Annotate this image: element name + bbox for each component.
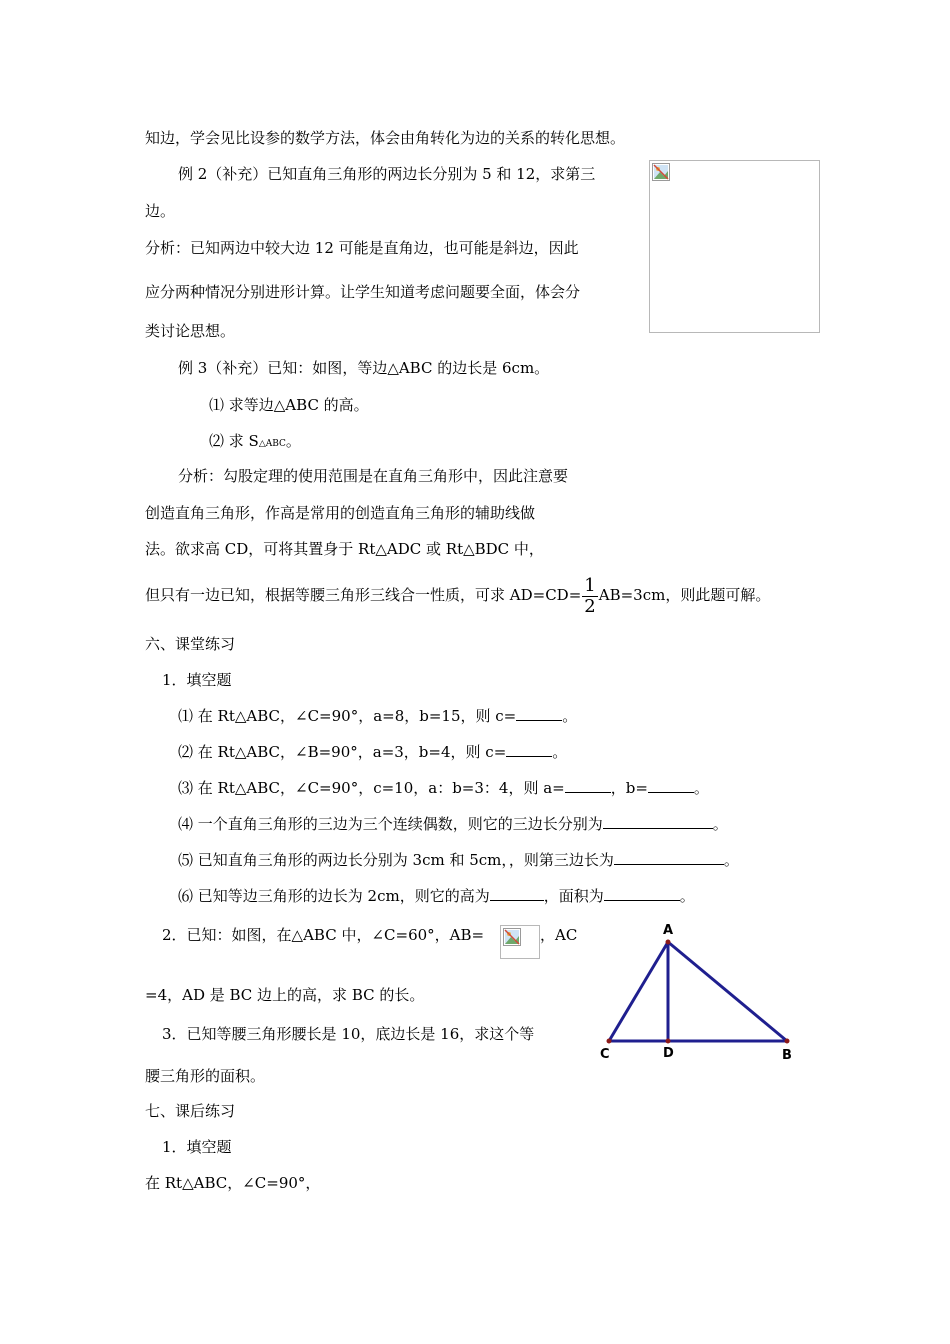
analysis-line: 分析：已知两边中较大边 12 可能是直角边，也可能是斜边，因此 xyxy=(145,239,579,257)
image-placeholder xyxy=(649,160,820,333)
problem-line: 3．已知等腰三角形腰长是 10，底边长是 16，求这个等 xyxy=(162,1025,535,1043)
analysis-line: 创造直角三角形，作高是常用的创造直角三角形的辅助线做 xyxy=(145,504,536,522)
point-b xyxy=(785,1039,790,1044)
fill-item: ⑴ 在 Rt△ABC，∠C=90°，a=8，b=15，则 c= 。 xyxy=(178,707,578,725)
broken-image-icon xyxy=(652,163,670,181)
triangle-figure xyxy=(590,918,805,1066)
example-3-line: 例 3（补充）已知：如图，等边△ABC 的边长是 6cm。 xyxy=(178,359,550,377)
answer-blank xyxy=(648,778,694,793)
answer-blank xyxy=(516,706,562,721)
problem-line: 腰三角形的面积。 xyxy=(145,1067,266,1085)
label-c: C xyxy=(600,1047,610,1062)
question-line: ⑴ 求等边△ABC 的高。 xyxy=(209,396,369,414)
section-heading: 六、课堂练习 xyxy=(145,635,236,653)
fill-item: ⑵ 在 Rt△ABC，∠B=90°，a=3，b=4，则 c= 。 xyxy=(178,743,568,761)
answer-blank xyxy=(604,886,680,901)
section-heading: 七、课后练习 xyxy=(145,1102,236,1120)
label-b: B xyxy=(782,1048,792,1063)
problem-line: ，AC xyxy=(540,926,578,944)
fill-item: ⑹ 已知等边三角形的边长为 2cm，则它的高为 ，面积为 。 xyxy=(178,887,695,905)
subheading: 1．填空题 xyxy=(162,671,232,689)
side-ab xyxy=(668,942,787,1041)
fill-item: ⑷ 一个直角三角形的三边为三个连续偶数，则它的三边长分别为 。 xyxy=(178,815,728,833)
answer-blank xyxy=(614,850,724,865)
answer-blank xyxy=(603,814,713,829)
side-ac xyxy=(609,942,668,1041)
analysis-line: 应分两种情况分别进形计算。让学生知道考虑问题要全面，体会分 xyxy=(145,283,581,301)
fill-item: ⑸ 已知直角三角形的两边长分别为 3cm 和 5cm，，则第三边长为 。 xyxy=(178,851,739,869)
label-a: A xyxy=(663,923,674,938)
analysis-line: 法。欲求高 CD，可将其置身于 Rt△ADC 或 Rt△BDC 中， xyxy=(145,540,544,558)
answer-blank xyxy=(565,778,611,793)
point-d xyxy=(666,1039,671,1044)
text-line: 知边，学会见比设参的数学方法，体会由角转化为边的关系的转化思想。 xyxy=(145,129,626,147)
answer-blank xyxy=(490,886,544,901)
point-c xyxy=(607,1039,612,1044)
problem-line: 2．已知：如图，在△ABC 中，∠C=60°，AB= xyxy=(162,926,485,944)
broken-image-icon xyxy=(503,928,521,946)
example-2-line: 例 2（补充）已知直角三角形的两边长分别为 5 和 12，求第三 xyxy=(178,165,596,183)
image-placeholder xyxy=(500,925,540,959)
question-line: ⑵ 求 S△ABC。 xyxy=(209,432,301,450)
point-a xyxy=(666,940,671,945)
analysis-line: 分析：勾股定理的使用范围是在直角三角形中，因此注意要 xyxy=(178,467,569,485)
fill-item: ⑶ 在 Rt△ABC，∠C=90°，c=10，a：b=3：4，则 a= ，b= 。 xyxy=(178,779,709,797)
example-2-line: 边。 xyxy=(145,202,176,220)
fraction: $\frac{1}{2}$ xyxy=(584,574,596,617)
subheading: 1．填空题 xyxy=(162,1138,232,1156)
problem-line: =4，AD 是 BC 边上的高，求 BC 的长。 xyxy=(145,986,425,1004)
analysis-line: 类讨论思想。 xyxy=(145,322,236,340)
analysis-line: 但只有一边已知，根据等腰三角形三线合一性质，可求 AD=CD= $\frac{1}{2}$ AB=3cm，则此题可解。 xyxy=(145,574,771,617)
label-d: D xyxy=(663,1046,674,1061)
text-line: 在 Rt△ABC，∠C=90°， xyxy=(145,1174,321,1192)
answer-blank xyxy=(506,742,552,757)
